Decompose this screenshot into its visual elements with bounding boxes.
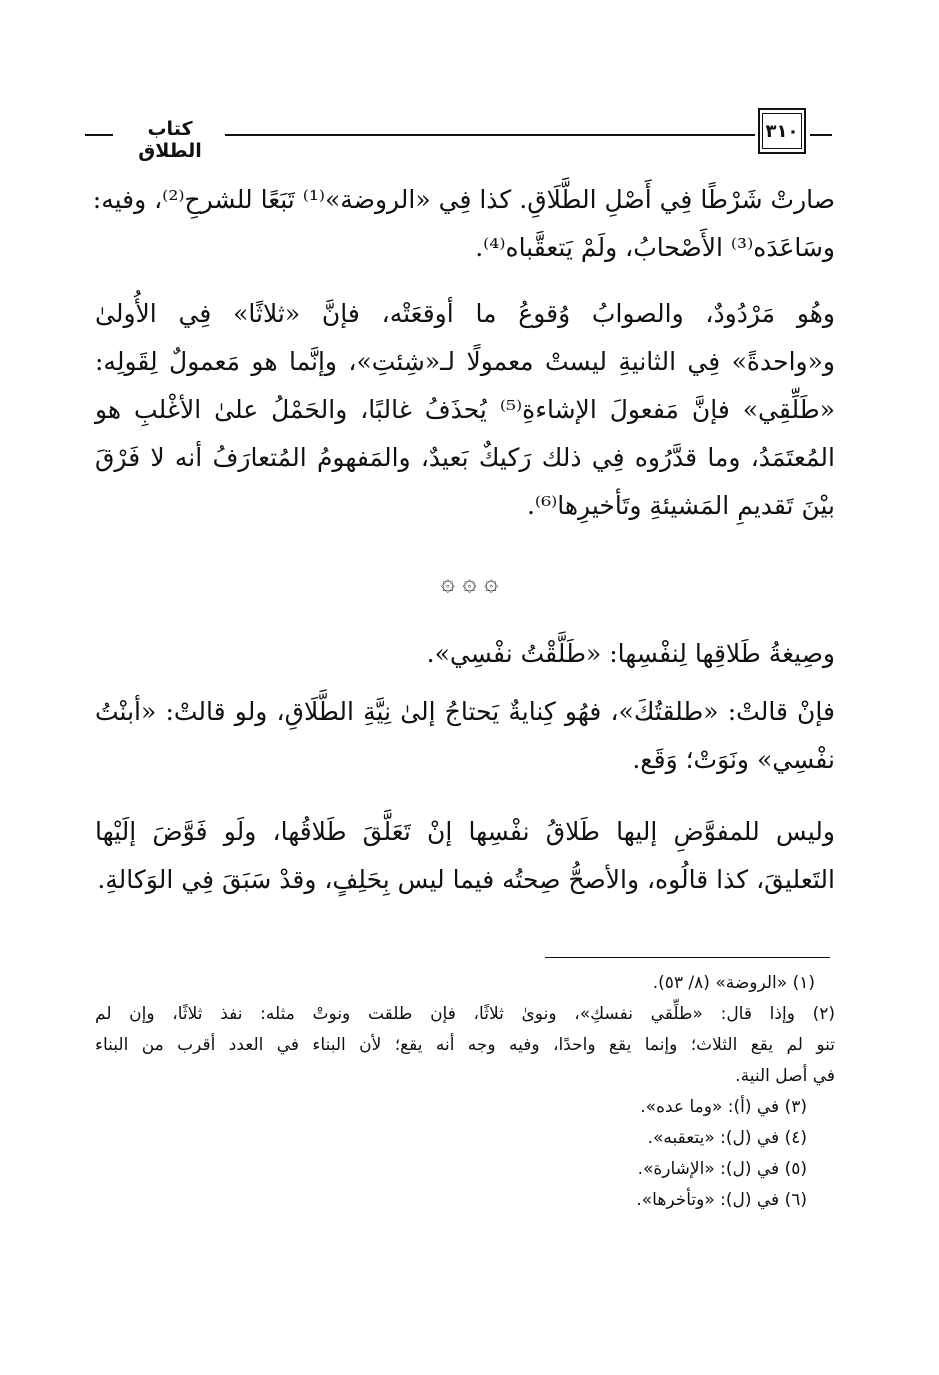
text-line: وصِيغةُ طَلاقِها لِنفْسِها: «طَلَّقْتُ نفْسِي». <box>426 639 835 668</box>
footnotes <box>95 968 835 1216</box>
header-rule-right <box>810 134 832 136</box>
paragraph-1 <box>92 176 835 272</box>
footnote: (٥) في (ل): «الإشارة». <box>637 1159 807 1179</box>
header-rule-end <box>85 134 113 136</box>
footnote-continuation: تنو لم يقع الثلاث؛ وإنما يقع واحدًا، وفيه وجه أنه يقع؛ لأن البناء في العدد أقرب من البناء <box>95 1035 835 1055</box>
page-number: ٣١٠ <box>762 113 802 149</box>
text-line: المُعتَمَدُ، وما قدَّرُوه فِي ذلك رَكيكٌ بَعيدٌ، والمَفهومُ المُتعارَفُ أنه لا فَرْقَ <box>95 443 835 472</box>
footnote: (٢) وإذا قال: «طلِّقي نفسكِ»، ونوىٰ ثلاثًا، فإن طلقت ونوتْ مثله: نفذ ثلاثًا، وإن لم <box>95 1004 835 1024</box>
text-line: «طَلِّقِي» فإنَّ مَفعولَ الإشاءةِ⁽⁵⁾ يُحذَفُ غالبًا، والحَمْلُ علىٰ الأغْلبِ هو <box>95 395 835 424</box>
running-title: كتاب الطلاق <box>138 118 202 162</box>
text-line: بيْنَ تَقديمِ المَشيئةِ وتَأخيرِها⁽⁶⁾. <box>526 491 835 520</box>
text-line: فإنْ قالتْ: «طلقتُكَ»، فهُو كِنايةٌ يَحتاجُ إلىٰ نِيَّةِ الطَّلَاقِ، ولو قالتْ: «أبنْتُ <box>95 697 835 726</box>
header-rule <box>225 134 755 136</box>
page-header <box>75 112 835 162</box>
footnote-separator <box>545 957 830 958</box>
paragraph-3 <box>95 630 835 678</box>
paragraph-5 <box>95 808 835 904</box>
text-line: نفْسِي» ونَوَتْ؛ وَقَع. <box>632 745 835 774</box>
text-line: صارتْ شَرْطًا فِي أَصْلِ الطَّلَاقِ. كذا فِي «الروضة»⁽¹⁾ تَبَعًا للشرحِ⁽²⁾، وفيه: <box>92 185 835 214</box>
footnote: (١) «الروضة» (٨/ ٥٣). <box>652 973 815 993</box>
page-number-box <box>758 108 806 154</box>
footnote: (٣) في (أ): «وما عده». <box>640 1097 807 1117</box>
paragraph-2 <box>95 290 835 530</box>
section-ornament: ۞ ۞ ۞ <box>440 568 499 596</box>
text-line: التَعليقَ، كذا قالُوه، والأصحُّ صِحتُه فيما ليس بِحَلِفٍ، وقدْ سَبَقَ فِي الوَكالةِ. <box>97 865 835 894</box>
footnote: (٦) في (ل): «وتأخرها». <box>636 1190 807 1210</box>
paragraph-4 <box>95 688 835 784</box>
text-line: وهُو مَرْدُودٌ، والصوابُ وُقوعُ ما أوقعَتْه، فإنَّ «ثلاثًا» فِي الأُولىٰ <box>95 299 835 328</box>
text-line: وليس للمفوَّضِ إليها طَلاقُ نفْسِها إنْ تَعَلَّقَ طَلاقُها، ولَو فَوَّضَ إلَيْها <box>95 817 835 846</box>
footnote-continuation: في أصل النية. <box>735 1066 835 1086</box>
text-line: و«واحدةً» فِي الثانيةِ ليستْ معمولًا لـ«شِئتِ»، وإنَّما هو مَعمولٌ لِقَولِه: <box>95 347 835 376</box>
text-line: وسَاعَدَه⁽³⁾ الأَصْحابُ، ولَمْ يَتعقَّباه⁽⁴⁾. <box>475 233 835 262</box>
footnote: (٤) في (ل): «يتعقبه». <box>647 1128 807 1148</box>
